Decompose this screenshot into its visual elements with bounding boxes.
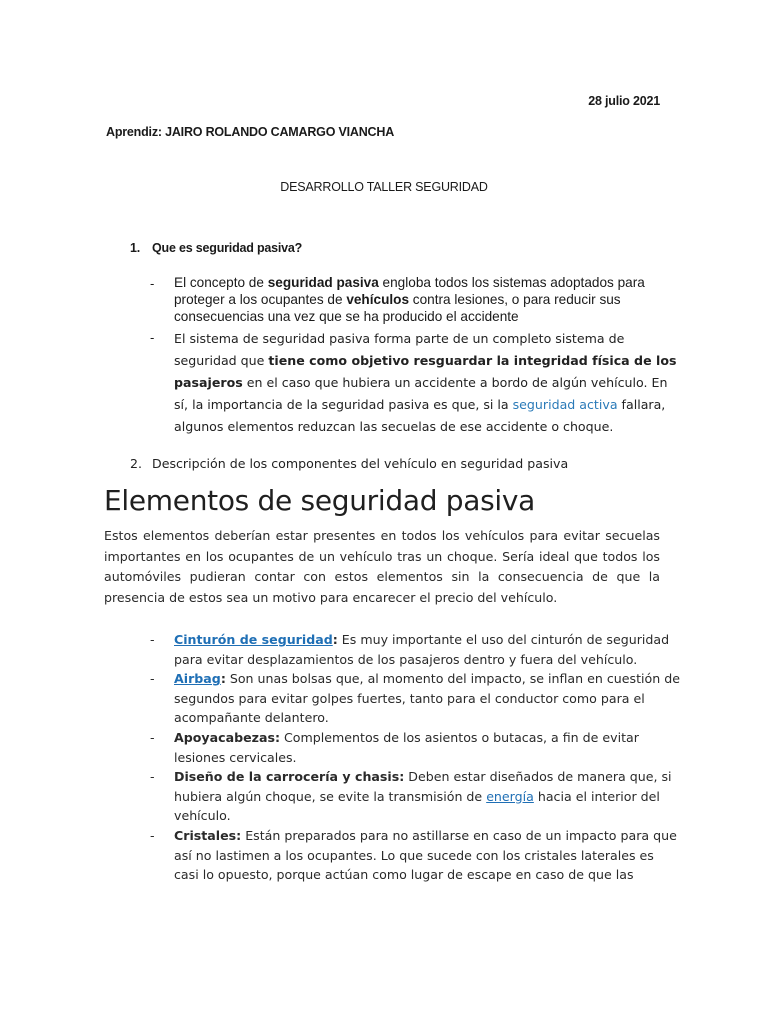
text-run: El concepto de xyxy=(174,275,268,290)
document-title: DESARROLLO TALLER SEGURIDAD xyxy=(280,180,488,194)
bold-run: seguridad pasiva xyxy=(267,275,379,290)
text-run: fallara, algunos elementos reduzcan las secuelas de ese accidente o choque. xyxy=(174,397,666,434)
list-item xyxy=(150,826,680,885)
bold-run: tiene como objetivo resguardar la integridad física de los pasajeros xyxy=(174,353,677,390)
question-number: 1. xyxy=(130,241,141,255)
bullet-dash: - xyxy=(150,276,155,291)
intro-paragraph: Estos elementos deberían estar presentes en todos los vehículos para evitar secuelas importantes en los ocupantes de un vehículo tras un choque. Sería ideal que todos los automóviles pudieran contar con estos elementos sin la consecuencia de que la presencia de estos sea un motivo para encarecer el precio del vehículo. xyxy=(104,528,660,605)
text-run: El sistema de seguridad pasiva forma parte de un completo sistema de seguridad que xyxy=(174,331,625,368)
text-run: engloba todos los sistemas adoptados para proteger a los ocupantes de xyxy=(174,275,645,307)
elements-list xyxy=(150,630,680,885)
student-name: Aprendiz: JAIRO ROLANDO CAMARGO VIANCHA xyxy=(106,125,395,139)
item-label: Diseño de la carrocería y chasis: xyxy=(174,769,405,785)
question-text: Descripción de los componentes del vehículo en seguridad pasiva xyxy=(152,456,569,471)
item-label: Apoyacabezas: xyxy=(174,729,281,745)
bullet-dash: - xyxy=(150,632,155,647)
bullet-dash: - xyxy=(150,671,155,687)
text-run: Son unas bolsas que, al momento del impacto, se inflan en cuestión de segundos para evitar golpes fuertes, tanto para el conductor como para el acompañante delantero. xyxy=(174,671,680,726)
airbag-link[interactable]: Airbag xyxy=(174,671,221,687)
text-run: contra lesiones, o para reducir sus consecuencias una vez que se ha producido el accidente xyxy=(174,292,621,324)
paragraph-system xyxy=(174,328,684,438)
text-run: Deben estar diseñados de manera que, si hubiera algún choque, se evite la transmisión de xyxy=(174,769,672,804)
bullet-dash: - xyxy=(150,330,155,345)
bullet-dash: - xyxy=(150,827,155,843)
question-text: Que es seguridad pasiva? xyxy=(152,241,303,255)
list-item xyxy=(150,669,680,728)
bullet-dash: - xyxy=(150,769,155,785)
list-item xyxy=(150,630,680,669)
list-item xyxy=(150,767,680,826)
text-run: Es muy importante el uso del cinturón de seguridad para evitar desplazamientos de los pasajeros dentro y fuera del vehículo. xyxy=(174,632,670,667)
paragraph-concept xyxy=(174,274,674,325)
text-run: hacia el interior del vehículo. xyxy=(174,788,660,824)
section-heading: Elementos de seguridad pasiva xyxy=(104,484,536,517)
question-2 xyxy=(130,456,569,471)
document-date: 28 julio 2021 xyxy=(588,94,660,108)
item-label: Cristales: xyxy=(174,827,242,843)
question-number: 2. xyxy=(130,456,143,471)
bold-run: : xyxy=(332,632,338,647)
text-run: Están preparados para no astillarse en caso de un impacto para que así no lastimen a los ocupantes. Lo que sucede con los cristales laterales es casi lo opuesto, porque actúan como lugar de escape en caso de que las xyxy=(174,827,677,883)
list-item xyxy=(150,728,680,767)
text-run: en el caso que hubiera un accidente a bordo de algún vehículo. En sí, la importancia de la seguridad pasiva es que, si la xyxy=(174,375,668,412)
bold-run: : xyxy=(220,671,226,687)
cinturon-link[interactable]: Cinturón de seguridad xyxy=(174,632,333,647)
text-run: Complementos de los asientos o butacas, a fin de evitar lesiones cervicales. xyxy=(174,729,639,765)
seguridad-activa-link[interactable]: seguridad activa xyxy=(512,397,618,412)
energia-link[interactable]: energía xyxy=(486,788,534,804)
bullet-dash: - xyxy=(150,729,155,745)
bold-run: vehículos xyxy=(346,292,410,307)
